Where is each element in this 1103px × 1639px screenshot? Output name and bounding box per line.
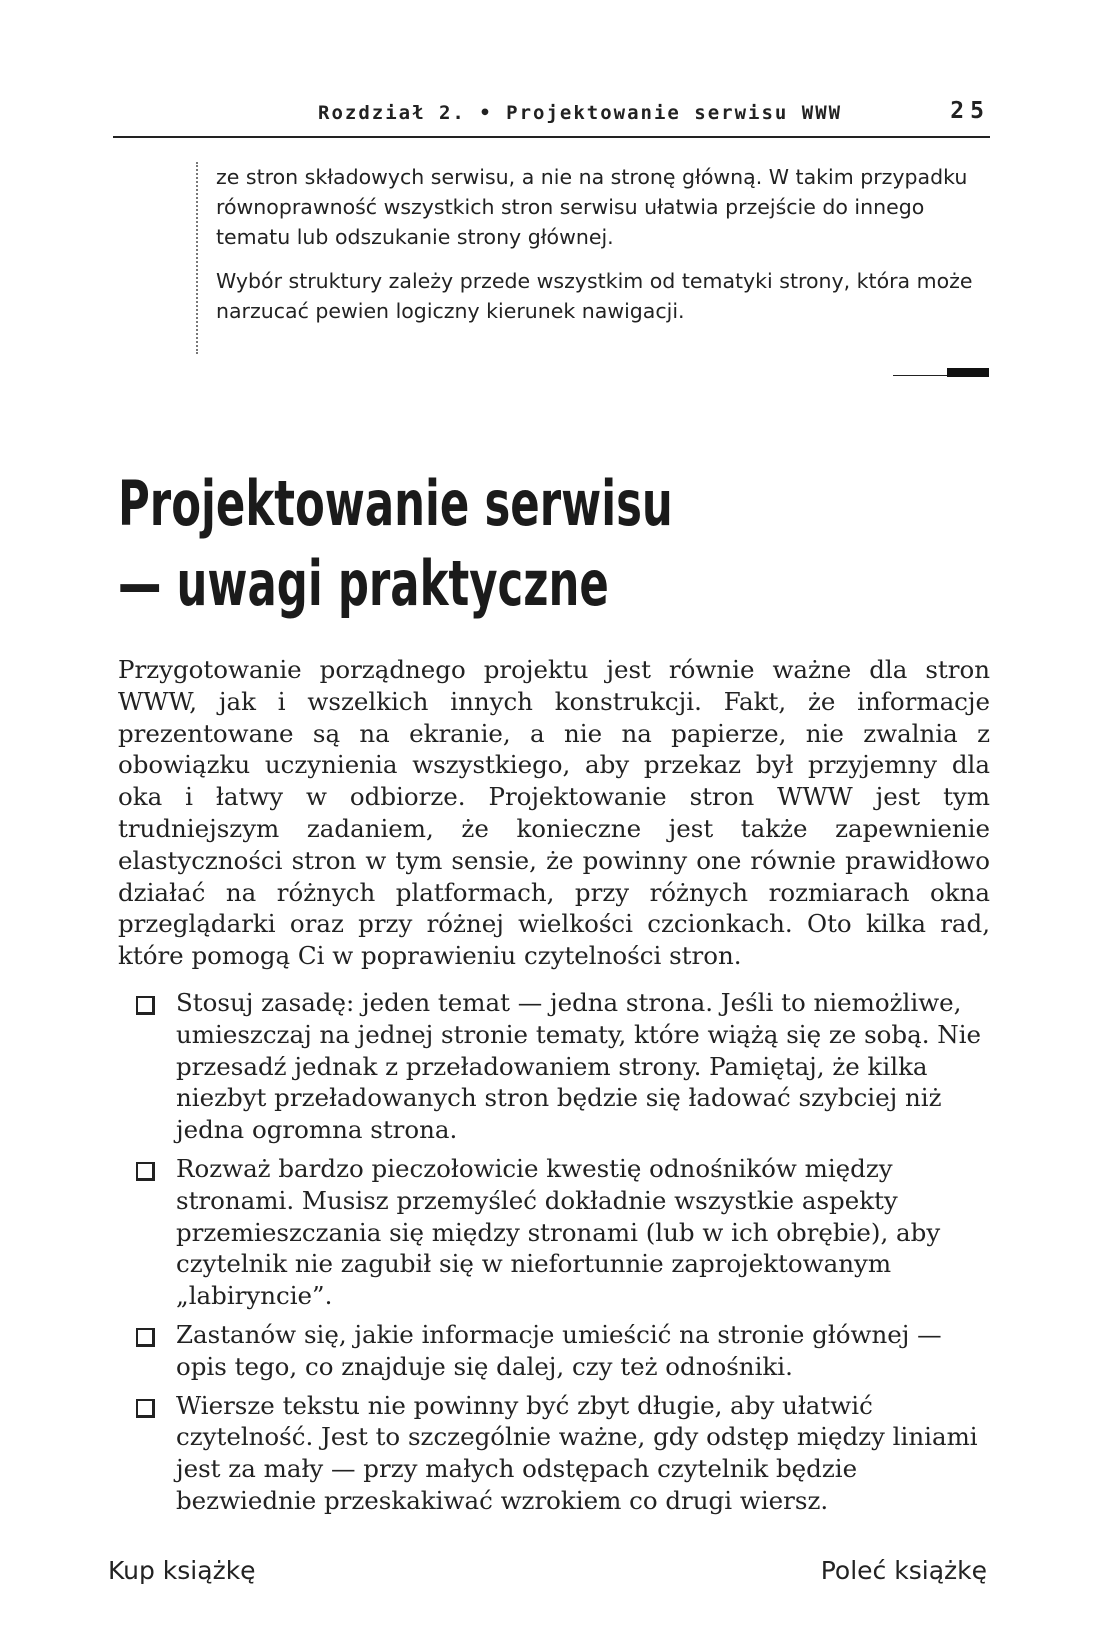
checkbox-bullet-icon [136, 1328, 155, 1347]
checkbox-bullet-icon [136, 1399, 155, 1418]
checkbox-bullet-icon [136, 1162, 155, 1181]
note-paragraph-1: ze stron składowych serwisu, a nie na stronę główną. W takim przypadku równoprawność wszystkich stron serwisu ułatwia przejście do innego tematu lub odszukanie strony głównej. [216, 165, 968, 249]
note-paragraph-2: Wybór struktury zależy przede wszystkim od tematyki strony, która może narzucać pewien logiczny kierunek nawigacji. [216, 269, 973, 323]
section-title-line-1: Projektowanie serwisu [118, 467, 673, 540]
tips-list [118, 987, 990, 1524]
list-item [118, 1390, 990, 1517]
running-header [113, 96, 990, 138]
section-title-line-2: — uwagi praktyczne [118, 547, 609, 620]
page-number: 25 [950, 98, 990, 124]
note-end-line [893, 375, 953, 376]
intro-paragraph: Przygotowanie porządnego projektu jest równie ważne dla stron WWW, jak i wszelkich innych konstrukcji. Fakt, że informacje prezentowane są na ekranie, a nie na papierze, nie zwalnia z obowiązku uczynienia wszystkiego, aby przekaz był przyjemny dla oka i łatwy w odbiorze. Projektowanie stron WWW jest tym trudniejszym zadaniem, że konieczne jest także zapewnienie elastyczności stron w tym sensie, że powinny one równie prawidłowo działać na różnych platformach, przy różnych rozmiarach okna przeglądarki oraz przy różnej wielkości czcionkach. Oto kilka rad, które pomogą Ci w poprawieniu czytelności stron. [118, 655, 990, 971]
list-item-text: Rozważ bardzo pieczołowicie kwestię odnośników między stronami. Musisz przemyśleć dokładnie wszystkie aspekty przemieszczania się między stronami (lub w ich obrębie), aby czytelnik nie zagubił się w niefortunnie zaprojektowanym „labiryncie”. [176, 1153, 941, 1311]
chapter-title: Rozdział 2. • Projektowanie serwisu WWW [318, 102, 843, 124]
note-end-marker [893, 368, 989, 377]
sidebar-note [196, 162, 992, 354]
note-end-block [947, 368, 989, 377]
list-item-text: Wiersze tekstu nie powinny być zbyt długie, aby ułatwić czytelność. Jest to szczególnie ważne, gdy odstęp między liniami jest za mały — przy małych odstępach czytelnik będzie bezwiednie przeskakiwać wzrokiem co drugi wiersz. [176, 1390, 978, 1515]
list-item [118, 1319, 990, 1383]
recommend-book-link[interactable]: Poleć książkę [820, 1556, 987, 1585]
list-item [118, 1153, 990, 1312]
buy-book-link[interactable]: Kup książkę [108, 1556, 256, 1585]
list-item-text: Stosuj zasadę: jeden temat — jedna strona. Jeśli to niemożliwe, umieszczaj na jednej stronie tematy, które wiążą się ze sobą. Nie przesadź jednak z przeładowaniem strony. Pamiętaj, że kilka niezbyt przeładowanych stron będzie się ładować szybciej niż jedna ogromna strona. [176, 988, 982, 1145]
list-item [118, 987, 990, 1146]
checkbox-bullet-icon [136, 996, 155, 1015]
list-item-text: Zastanów się, jakie informacje umieścić na stronie głównej — opis tego, co znajduje się dalej, czy też odnośniki. [176, 1319, 942, 1381]
section-title [118, 464, 673, 624]
